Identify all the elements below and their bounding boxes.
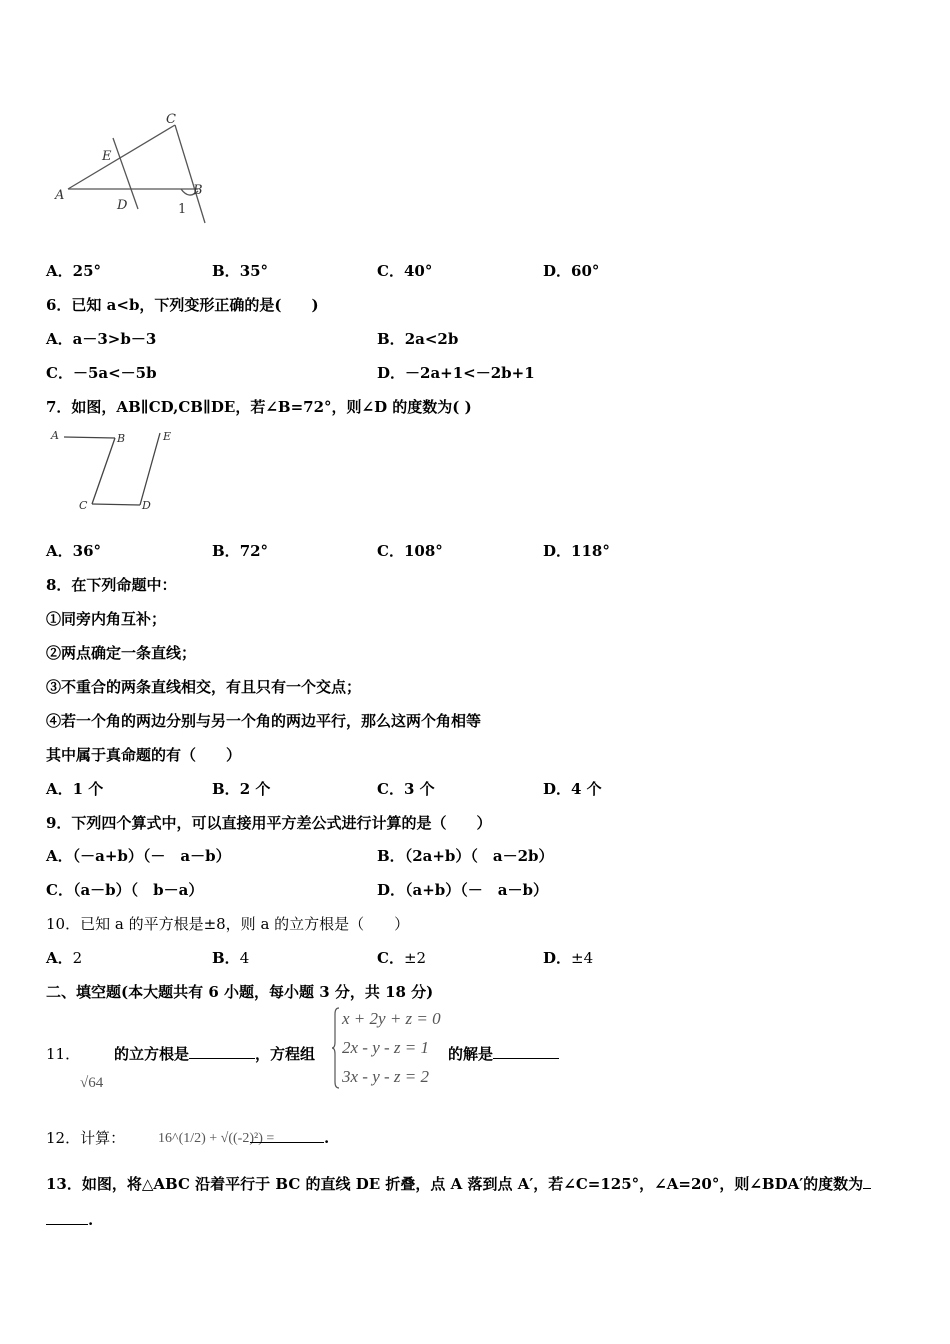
q10-option-a-label: A． [46, 949, 73, 967]
q11-sqrt64 [78, 1068, 118, 1094]
q7-option-b-label: B． [212, 542, 240, 560]
q7-option-c-text: 108° [403, 542, 443, 560]
q7-line-cd [92, 504, 140, 505]
q6-option-c-label: C． [46, 364, 73, 382]
q9-option-b-label: B． [377, 847, 405, 865]
q7-figure [48, 426, 188, 518]
q8-option-b-label: B． [212, 780, 240, 798]
q7-option-a-label: A． [46, 542, 73, 560]
q10-option-a-text: 2 [72, 949, 83, 967]
q6-option-a-label: A． [46, 330, 73, 348]
q9-option-c-text: （a－b）（ b－a） [72, 881, 204, 899]
q5-option-c-label: C． [377, 262, 404, 280]
q10-option-b-label: B． [212, 949, 240, 967]
q8-item-3: ③不重合的两条直线相交，有且只有一个交点； [46, 678, 362, 696]
q9-option-a[interactable] [46, 846, 231, 866]
q8-option-d[interactable] [543, 779, 602, 799]
q10-option-c-text: ±2 [403, 949, 427, 967]
q5-label-1: 1 [178, 202, 187, 217]
q11-part1: 的立方根是 [114, 1045, 190, 1063]
q11-sqrt64-text: √64 [80, 1075, 104, 1091]
q8-option-d-label: D． [543, 780, 572, 798]
q7-option-b[interactable] [212, 541, 268, 561]
q5-option-b-label: B． [212, 262, 240, 280]
q9-option-c-label: C． [46, 881, 73, 899]
q13-text: 13．如图，将△ABC 沿着平行于 BC 的直线 DE 折叠，点 A 落到点 A′，若∠C=125°，∠A=20°，则∠BDA′的度数为 [46, 1175, 864, 1193]
q8-option-d-text: 4 个 [571, 780, 602, 798]
q10-stem: 10．已知 a 的平方根是±8，则 a 的立方根是（ ） [46, 915, 410, 933]
q6-option-b-text: 2a<2b [404, 330, 459, 348]
q10-option-c-label: C． [377, 949, 404, 967]
q11-equation-system [330, 1004, 450, 1092]
section-2-title: 二、填空题(本大题共有 6 小题，每小题 3 分，共 18 分) [46, 983, 434, 1001]
q5-label-a: A [55, 188, 65, 203]
q7-label-e: E [163, 430, 172, 443]
q9-option-c[interactable] [46, 880, 203, 900]
q5-option-b-text: 35° [239, 262, 269, 280]
q11-text [114, 1044, 315, 1064]
q5-option-a[interactable] [46, 261, 101, 281]
q7-option-d-label: D． [543, 542, 572, 560]
q6-option-b-label: B． [377, 330, 405, 348]
q7-option-c[interactable] [377, 541, 443, 561]
q8-option-c-label: C． [377, 780, 404, 798]
q9-option-d-label: D． [377, 881, 406, 899]
q11-blank-1[interactable] [189, 1044, 255, 1059]
q8-item-2: ②两点确定一条直线； [46, 644, 197, 662]
q11-brace [332, 1008, 339, 1088]
q8-option-a[interactable] [46, 779, 103, 799]
q13-tail: . [88, 1211, 94, 1229]
q10-option-b-text: 4 [239, 949, 250, 967]
q9-stem: 9．下列四个算式中，可以直接用平方差公式进行计算的是（ ） [46, 814, 492, 832]
q7-option-a-text: 36° [72, 542, 102, 560]
q5-option-a-label: A． [46, 262, 73, 280]
q7-stem: 7．如图，AB∥CD,CB∥DE，若∠B=72°，则∠D 的度数为( ) [46, 398, 472, 416]
q12-expression [156, 1110, 275, 1154]
q5-label-c: C [166, 112, 176, 127]
q10-option-a[interactable] [46, 948, 82, 968]
q9-option-a-text: （－a+b）（－ a－b） [72, 847, 231, 865]
q10-option-d-text: ±4 [571, 949, 594, 967]
q5-option-b[interactable] [212, 261, 268, 281]
q8-option-b[interactable] [212, 779, 270, 799]
q6-stem: 6．已知 a<b，下列变形正确的是( ) [46, 296, 319, 314]
q9-option-d[interactable] [377, 880, 548, 900]
q9-option-a-label: A． [46, 847, 73, 865]
q8-option-c-text: 3 个 [403, 780, 435, 798]
q8-item-1: ①同旁内角互补； [46, 610, 167, 628]
q9-option-b[interactable] [377, 846, 554, 866]
q12-expression-text: 16^(1/2) + √((-2)²) = [158, 1131, 275, 1146]
q8-option-b-text: 2 个 [239, 780, 271, 798]
q11-eq3: 3x - y - z = 2 [342, 1067, 430, 1086]
q6-option-d-text: －2a+1<－2b+1 [405, 364, 535, 382]
q12-blank[interactable] [250, 1128, 324, 1143]
q5-option-d[interactable] [543, 261, 599, 281]
q10-option-c[interactable] [377, 948, 426, 968]
q8-option-a-text: 1 个 [72, 780, 104, 798]
q10-option-b[interactable] [212, 948, 249, 968]
q11-text-2 [448, 1044, 559, 1064]
q12-answer [250, 1128, 329, 1148]
q7-line-de [140, 433, 160, 505]
q10-option-d[interactable] [543, 948, 593, 968]
q11-number: 11． [46, 1045, 81, 1063]
q5-option-a-text: 25° [72, 262, 102, 280]
q7-line-ab [64, 437, 115, 438]
q7-option-d-text: 118° [571, 542, 610, 560]
q11-eq1: x + 2y + z = 0 [342, 1009, 441, 1028]
q10-option-d-label: D． [543, 949, 572, 967]
q5-option-d-text: 60° [571, 262, 600, 280]
q7-option-a[interactable] [46, 541, 101, 561]
q13-blank-part-2[interactable] [46, 1210, 88, 1225]
q5-option-c-text: 40° [403, 262, 433, 280]
q5-label-e: E [102, 149, 112, 164]
q6-option-d[interactable] [377, 363, 535, 383]
q7-label-d: D [142, 499, 151, 512]
q5-label-d: D [117, 198, 128, 213]
q6-option-a[interactable] [46, 329, 156, 349]
q5-line-ac [68, 125, 175, 189]
q9-option-d-text: （a+b）（－ a－b） [405, 881, 548, 899]
q7-line-bc [92, 438, 115, 504]
q12-tail: . [324, 1129, 330, 1147]
q5-label-b: B [193, 183, 203, 198]
q8-question: 其中属于真命题的有（ ） [46, 746, 242, 764]
q11-eq2: 2x - y - z = 1 [342, 1038, 430, 1057]
q5-figure [50, 108, 220, 233]
q7-label-a: A [51, 429, 59, 442]
q13-line-1 [46, 1174, 871, 1194]
q6-option-a-text: a－3>b－3 [72, 330, 157, 348]
q11-part3: 的解是 [448, 1045, 494, 1063]
q13-line-2 [46, 1210, 93, 1230]
q5-option-d-label: D． [543, 262, 572, 280]
q8-item-4: ④若一个角的两边分别与另一个角的两边平行，那么这两个角相等 [46, 712, 482, 730]
q8-option-a-label: A． [46, 780, 73, 798]
q7-option-c-label: C． [377, 542, 404, 560]
q8-option-c[interactable] [377, 779, 435, 799]
q7-label-c: C [79, 499, 88, 512]
q6-option-b[interactable] [377, 329, 458, 349]
q6-option-c[interactable] [46, 363, 157, 383]
q6-option-c-text: －5a<－5b [72, 364, 157, 382]
q11-blank-2[interactable] [493, 1044, 559, 1059]
q7-option-d[interactable] [543, 541, 610, 561]
q6-option-d-label: D． [377, 364, 406, 382]
q8-stem: 8．在下列命题中： [46, 576, 177, 594]
q5-option-c[interactable] [377, 261, 432, 281]
q7-label-b: B [117, 432, 126, 445]
q12-number: 12．计算： [46, 1129, 126, 1147]
q7-option-b-text: 72° [239, 542, 269, 560]
q9-option-b-text: （2a+b）（ a－2b） [404, 847, 554, 865]
q11-part2: ，方程组 [255, 1045, 316, 1063]
q13-blank-part-1[interactable] [863, 1174, 871, 1189]
